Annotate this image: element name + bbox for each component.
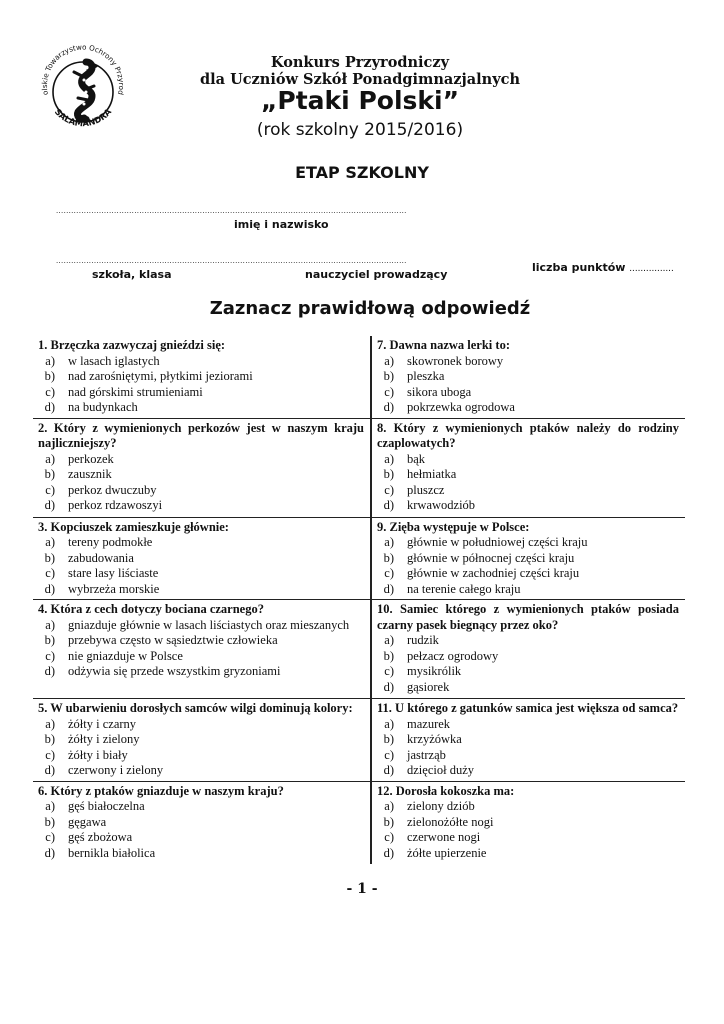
question-cell (33, 699, 371, 782)
answer-option[interactable] (377, 566, 679, 582)
question-text: 2. Który z wymienionych perkozów jest w naszym kraju najliczniejszy? (38, 420, 364, 451)
option-text: mazurek (407, 716, 451, 731)
option-text: zabudowania (68, 550, 134, 565)
answer-option[interactable] (377, 385, 679, 401)
answer-option[interactable] (38, 618, 364, 634)
points-label: liczba punktów (532, 261, 626, 274)
question-cell (371, 781, 685, 864)
option-text: czerwony i zielony (68, 763, 164, 778)
option-text: stare lasy liściaste (68, 566, 159, 580)
option-text: nie gniazduje w Polsce (68, 648, 183, 663)
option-text: gniazduje głównie w lasach liściastych oraz mieszanych (68, 617, 350, 632)
question-text: 9. Zięba występuje w Polsce: (377, 519, 530, 534)
option-text: w lasach iglastych (68, 353, 160, 368)
option-letter: a) (384, 799, 394, 814)
question-cell (33, 781, 371, 864)
answer-option[interactable] (377, 633, 679, 649)
option-letter: b) (44, 633, 55, 648)
points-field[interactable] (532, 261, 674, 274)
question-text: 4. Która z cech dotyczy bociana czarnego? (38, 602, 264, 617)
answer-option[interactable] (377, 582, 679, 598)
option-letter: c) (45, 747, 55, 762)
answer-option[interactable] (377, 680, 679, 696)
option-letter: b) (383, 732, 394, 747)
answer-option[interactable] (377, 649, 679, 665)
answer-option[interactable] (377, 763, 679, 779)
option-text: głównie w zachodniej części kraju (407, 566, 580, 580)
option-text: przebywa często w sąsiedztwie człowieka (68, 633, 278, 648)
question-text: 1. Brzęczka zazwyczaj gnieździ się: (38, 338, 226, 352)
answer-option[interactable] (38, 369, 364, 385)
option-letter: b) (383, 648, 394, 663)
answer-option[interactable] (38, 551, 364, 567)
option-text: pluszcz (407, 482, 445, 497)
option-text: wybrzeża morskie (68, 581, 160, 596)
option-letter: c) (384, 664, 394, 679)
option-text: na terenie całego kraju (407, 581, 521, 596)
answer-option[interactable] (377, 846, 679, 862)
answer-option[interactable] (377, 815, 679, 831)
question-cell (33, 600, 371, 699)
option-text: gęś zbożowa (68, 830, 133, 845)
question-text: 3. Kopciuszek zamieszkuje głównie: (38, 519, 229, 534)
option-text: na budynkach (68, 400, 138, 414)
answer-option[interactable] (38, 566, 364, 582)
school-teacher-field-line[interactable]: ........................................................................................................................................... (56, 256, 407, 265)
option-text: sikora uboga (407, 384, 472, 399)
answer-option[interactable] (38, 732, 364, 748)
question-row (33, 517, 685, 600)
logo-arc-text: olskie Towarzystwo Ochrony Przyrod (39, 42, 127, 96)
question-cell (33, 336, 371, 418)
question-cell (371, 517, 685, 600)
question-cell (371, 699, 685, 782)
option-letter: d) (383, 845, 394, 860)
answer-option[interactable] (38, 815, 364, 831)
option-letter: a) (45, 617, 55, 632)
answer-option[interactable] (38, 649, 364, 665)
option-text: rudzik (407, 633, 439, 648)
answer-option[interactable] (377, 483, 679, 499)
option-text: gęś białoczelna (68, 799, 145, 814)
option-text: nad zarośniętymi, płytkimi jeziorami (68, 369, 253, 383)
option-letter: c) (384, 830, 394, 845)
question-row (33, 336, 685, 418)
questions-table (33, 336, 685, 864)
option-letter: b) (44, 369, 55, 383)
contest-title: „Ptaki Polski” (260, 86, 460, 115)
option-text: perkoz rdzawoszyi (68, 498, 163, 513)
option-text: perkoz dwuczuby (68, 482, 157, 497)
option-letter: a) (45, 353, 55, 368)
teacher-label: nauczyciel prowadzący (305, 268, 448, 281)
question-row (33, 418, 685, 517)
option-text: żółty i biały (68, 747, 128, 762)
question-row (33, 781, 685, 864)
option-letter: a) (45, 799, 55, 814)
option-text: hełmiatka (407, 467, 457, 482)
option-letter: c) (45, 384, 55, 399)
logo-name: SALAMANDRA (52, 106, 114, 129)
question-cell (33, 517, 371, 600)
option-letter: a) (384, 353, 394, 368)
answer-option[interactable] (38, 535, 364, 551)
option-text: zausznik (68, 467, 112, 482)
option-letter: a) (384, 716, 394, 731)
salamandra-logo (34, 40, 132, 138)
option-letter: d) (383, 498, 394, 513)
question-cell (371, 418, 685, 517)
name-label: imię i nazwisko (234, 218, 329, 231)
option-text: krzyżówka (407, 732, 462, 747)
option-letter: d) (383, 763, 394, 778)
option-letter: d) (383, 581, 394, 596)
option-letter: a) (45, 451, 55, 466)
option-letter: b) (44, 732, 55, 747)
option-letter: d) (44, 498, 55, 513)
question-text: 10. Samiec którego z wymienionych ptaków posiada czarny pasek biegnący przez oko? (377, 602, 679, 632)
option-letter: c) (384, 482, 394, 497)
option-letter: b) (383, 369, 394, 383)
answer-option[interactable] (38, 483, 364, 499)
school-label: szkoła, klasa (92, 268, 172, 281)
option-letter: c) (45, 648, 55, 663)
option-letter: b) (383, 550, 394, 565)
option-letter: d) (383, 400, 394, 414)
option-letter: d) (44, 400, 55, 414)
option-text: głównie w północnej części kraju (407, 550, 575, 565)
option-letter: c) (384, 384, 394, 399)
page-number: - 1 - (346, 881, 378, 897)
question-text: 12. Dorosła kokoszka ma: (377, 783, 515, 798)
option-text: skowronek borowy (407, 353, 504, 368)
answer-option[interactable] (38, 830, 364, 846)
salamander-icon (34, 40, 132, 138)
option-text: odżywia się przede wszystkim gryzoniami (68, 664, 281, 679)
answer-option[interactable] (38, 664, 364, 680)
question-text: 6. Który z ptaków gniazduje w naszym kraju? (38, 783, 284, 798)
answer-option[interactable] (38, 452, 364, 468)
points-dots: ................ (629, 263, 674, 274)
option-text: bernikla białolica (68, 845, 156, 860)
option-text: nad górskimi strumieniami (68, 384, 203, 399)
option-text: bąk (407, 451, 426, 466)
question-text: 8. Który z wymienionych ptaków należy do rodziny czaplowatych? (377, 420, 679, 451)
option-letter: c) (384, 566, 394, 580)
answer-option[interactable] (38, 763, 364, 779)
option-text: gęgawa (68, 814, 107, 829)
question-cell (371, 336, 685, 418)
answer-option[interactable] (377, 452, 679, 468)
answer-option[interactable] (38, 385, 364, 401)
answer-option[interactable] (377, 535, 679, 551)
option-letter: d) (383, 679, 394, 694)
option-text: mysikrólik (407, 664, 462, 679)
answer-option[interactable] (377, 551, 679, 567)
instruction-heading: Zaznacz prawidłową odpowiedź (209, 298, 531, 319)
answer-option[interactable] (377, 354, 679, 370)
answer-option[interactable] (377, 664, 679, 680)
answer-option[interactable] (38, 799, 364, 815)
answer-option[interactable] (38, 748, 364, 764)
option-text: jastrząb (407, 747, 446, 762)
question-row (33, 600, 685, 699)
answer-option[interactable] (377, 830, 679, 846)
question-cell (371, 600, 685, 699)
answer-option[interactable] (377, 748, 679, 764)
answer-option[interactable] (377, 799, 679, 815)
answer-option[interactable] (38, 633, 364, 649)
option-text: perkozek (68, 451, 114, 466)
option-text: czerwone nogi (407, 830, 481, 845)
option-letter: c) (45, 482, 55, 497)
answer-option[interactable] (38, 467, 364, 483)
answer-option[interactable] (377, 498, 679, 514)
option-letter: b) (44, 550, 55, 565)
option-text: pokrzewka ogrodowa (407, 400, 515, 414)
contest-name: Konkurs Przyrodniczy (270, 54, 450, 71)
option-text: krwawodziób (407, 498, 476, 513)
option-letter: a) (45, 535, 55, 549)
answer-option[interactable] (38, 498, 364, 514)
question-cell (33, 418, 371, 517)
option-letter: d) (44, 664, 55, 679)
option-letter: b) (44, 467, 55, 482)
answer-option[interactable] (377, 369, 679, 385)
option-text: głównie w południowej części kraju (407, 535, 588, 549)
option-text: żółte upierzenie (407, 845, 487, 860)
answer-option[interactable] (38, 717, 364, 733)
question-text: 7. Dawna nazwa lerki to: (377, 338, 510, 352)
option-letter: a) (45, 716, 55, 731)
stage-heading: ETAP SZKOLNY (295, 163, 429, 182)
answer-option[interactable] (38, 582, 364, 598)
option-letter: a) (384, 451, 394, 466)
answer-option[interactable] (377, 732, 679, 748)
answer-option[interactable] (38, 400, 364, 416)
question-text: 5. W ubarwieniu dorosłych samców wilgi dominują kolory: (38, 701, 353, 716)
answer-option[interactable] (377, 400, 679, 416)
option-text: żółty i zielony (68, 732, 140, 747)
option-letter: b) (44, 814, 55, 829)
option-text: pleszka (407, 369, 445, 383)
question-text: 11. U którego z gatunków samica jest większa od samca? (377, 701, 679, 716)
option-letter: b) (383, 814, 394, 829)
answer-option[interactable] (377, 717, 679, 733)
option-text: dzięcioł duży (407, 763, 474, 778)
option-text: gąsiorek (407, 679, 450, 694)
option-letter: d) (44, 581, 55, 596)
option-letter: c) (384, 747, 394, 762)
name-field-line[interactable]: ........................................................................................................................................... (56, 206, 407, 215)
option-text: zielony dziób (407, 799, 475, 814)
option-letter: a) (384, 633, 394, 648)
option-letter: c) (45, 830, 55, 845)
school-year: (rok szkolny 2015/2016) (256, 120, 464, 140)
contest-audience: dla Uczniów Szkół Ponadgimnazjalnych (199, 71, 520, 88)
option-text: tereny podmokłe (68, 535, 153, 549)
option-letter: c) (45, 566, 55, 580)
option-text: zielonożółte nogi (407, 814, 494, 829)
option-text: żółty i czarny (68, 716, 137, 731)
option-letter: a) (384, 535, 394, 549)
answer-option[interactable] (38, 846, 364, 862)
option-letter: b) (383, 467, 394, 482)
answer-option[interactable] (38, 354, 364, 370)
option-text: pełzacz ogrodowy (407, 648, 499, 663)
answer-option[interactable] (377, 467, 679, 483)
option-letter: d) (44, 763, 55, 778)
option-letter: d) (44, 845, 55, 860)
question-row (33, 699, 685, 782)
